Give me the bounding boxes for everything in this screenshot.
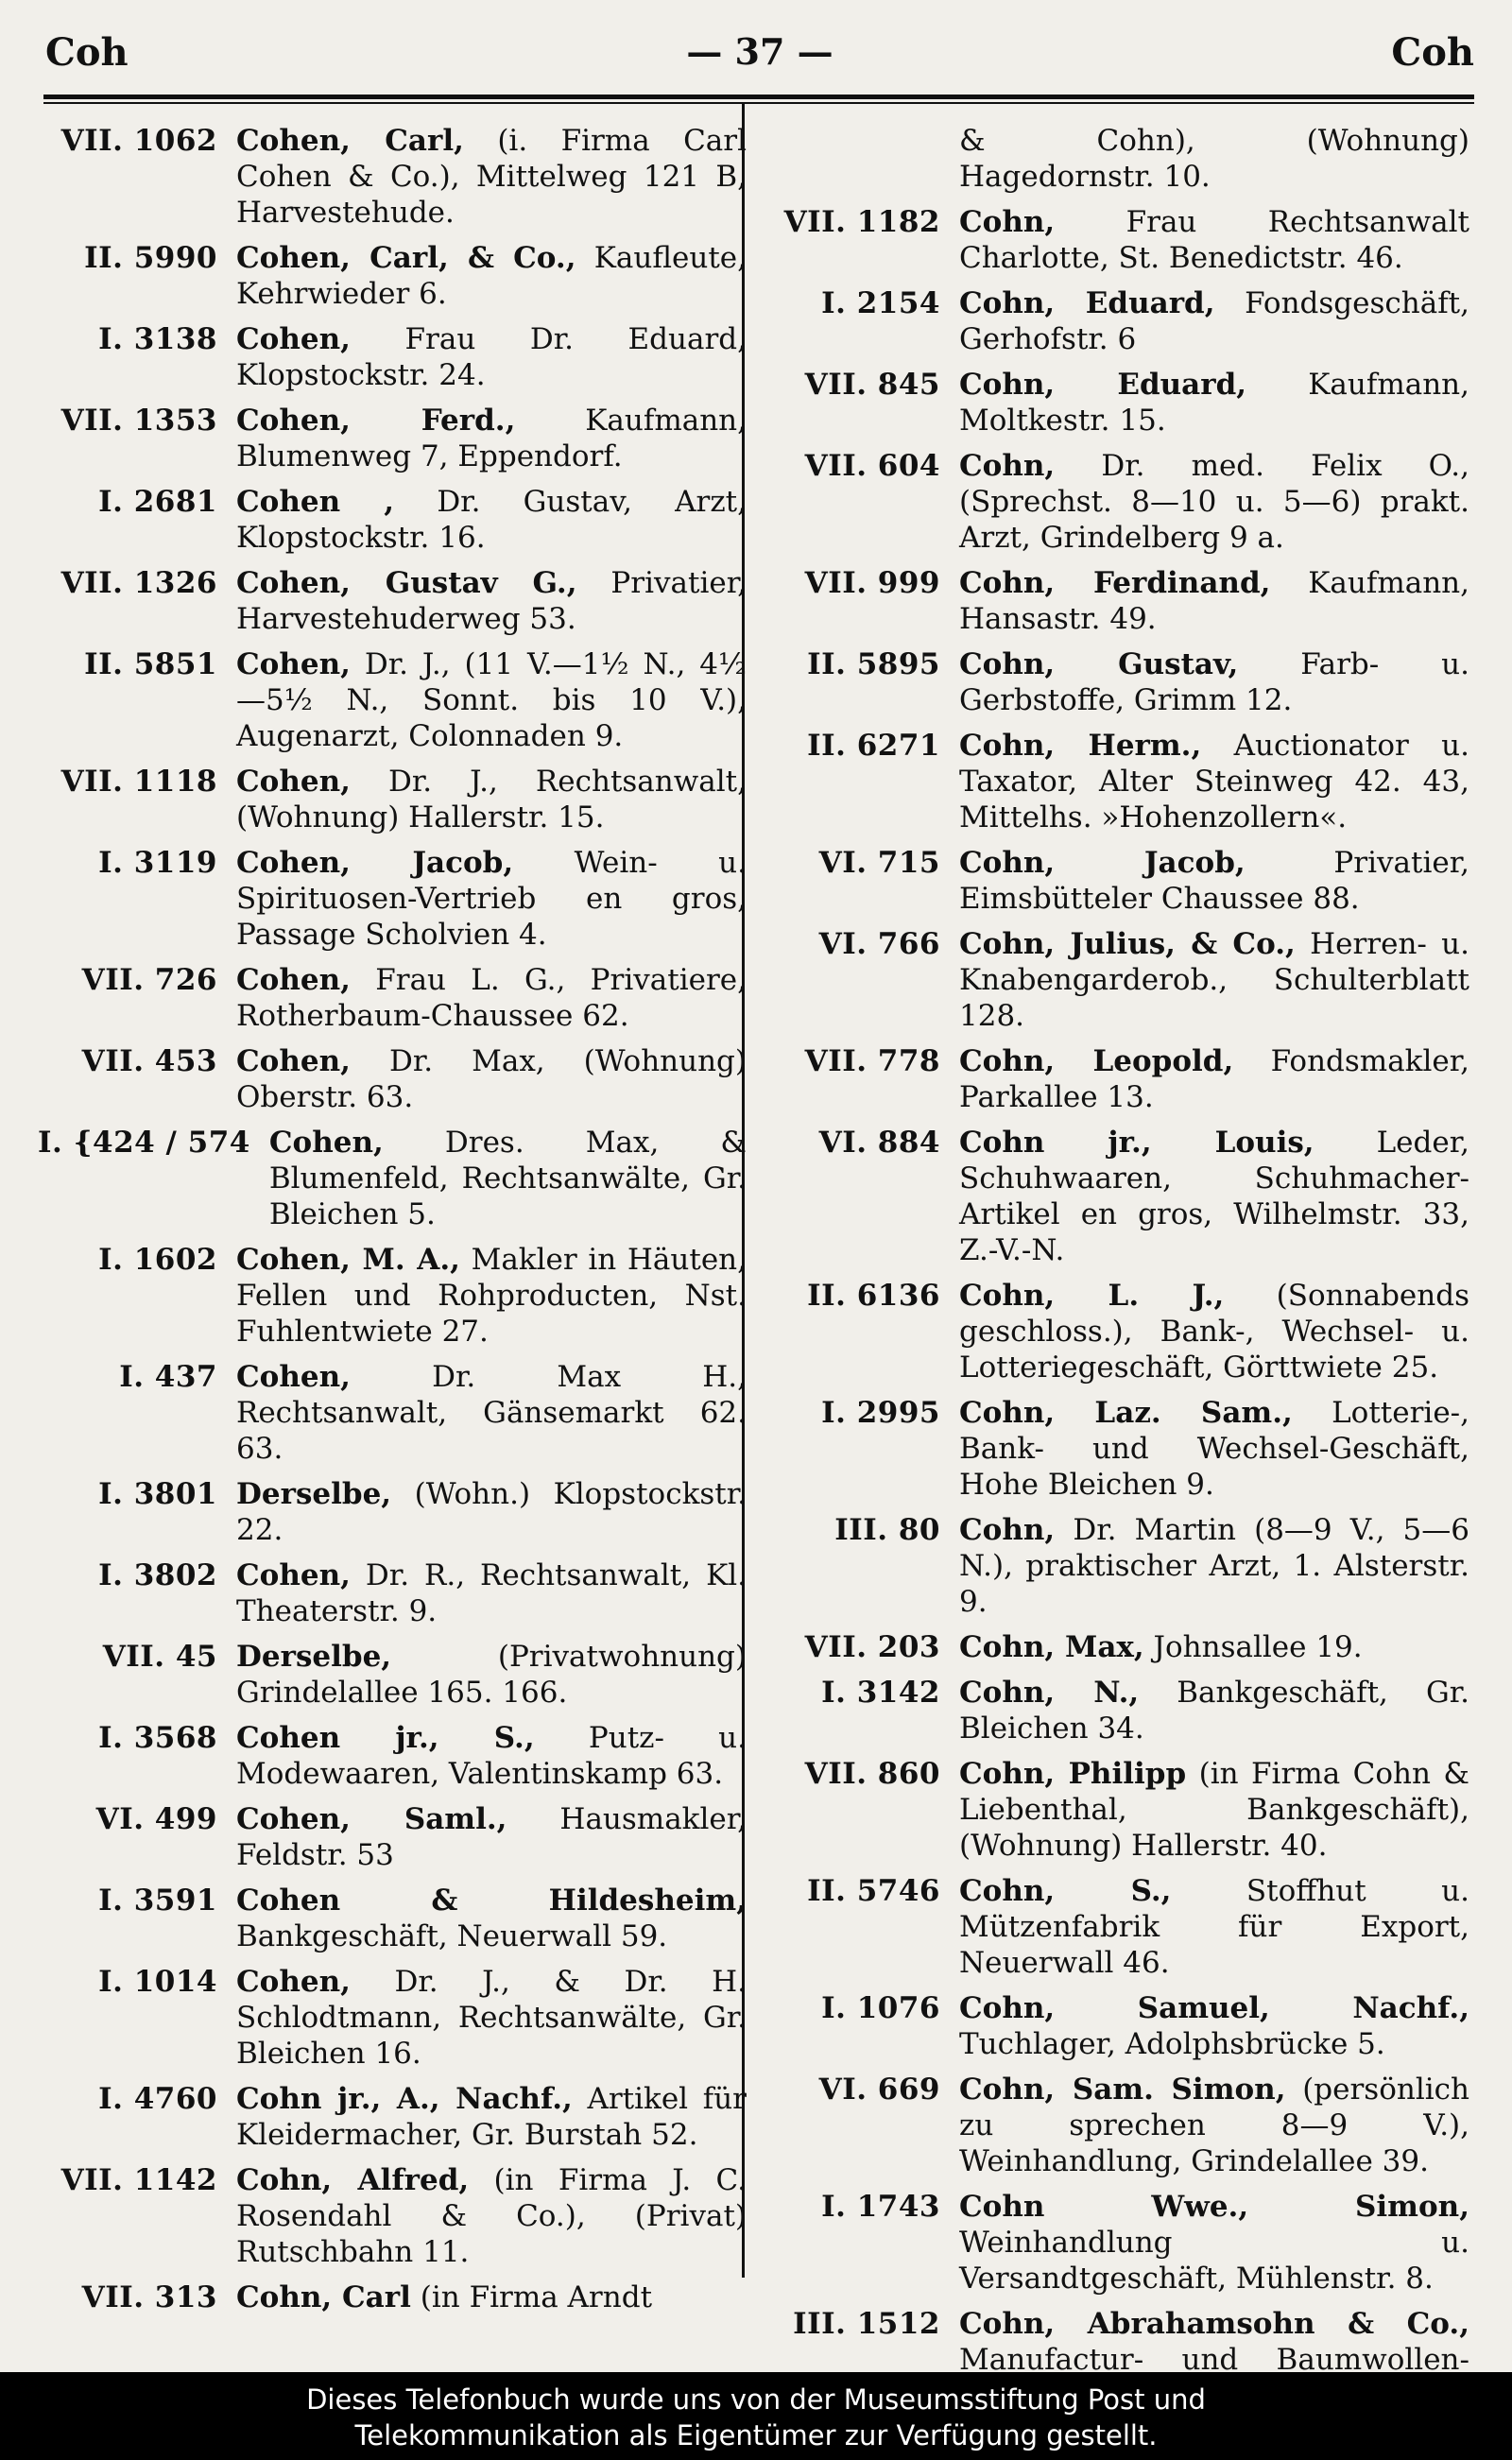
- phone-code: I. 2681: [98, 485, 217, 519]
- entry-text: [236, 2162, 747, 2270]
- entry-name: Cohen,: [236, 1965, 351, 1999]
- directory-entry: [38, 1125, 747, 1232]
- entry-details: Fondsgeschäft, Gerhofstr. 6: [959, 286, 1469, 356]
- phone-code: II. 5990: [84, 241, 217, 275]
- entry-name: Cohn, Max,: [959, 1630, 1144, 1664]
- phone-code: I. 2154: [821, 286, 940, 320]
- footer-line-2: Telekommunikation als Eigentümer zur Verfügung gestellt.: [354, 2419, 1158, 2451]
- entry-text: [236, 1476, 747, 1548]
- phone-code: II. 5746: [807, 1874, 940, 1908]
- phone-code: VI. 766: [818, 927, 940, 961]
- entry-name: Cohn Wwe., Simon,: [959, 2190, 1469, 2224]
- entry-text: [959, 123, 1469, 195]
- directory-entry: [38, 1801, 747, 1873]
- entry-name: Cohn, S.,: [959, 1874, 1172, 1908]
- entry-text: [959, 2072, 1469, 2179]
- directory-entry: [761, 845, 1469, 917]
- entry-details: Manufactur- und Baumwollen-: [959, 2343, 1469, 2372]
- entry-text: [236, 1801, 747, 1873]
- phone-code: I. {424 / 574: [38, 1126, 250, 1160]
- entry-name: Cohn, Gustav,: [959, 647, 1239, 681]
- page-header: [45, 25, 1474, 81]
- phone-code: VI. 669: [818, 2073, 940, 2107]
- entry-name: Cohn, Philipp: [959, 1757, 1187, 1791]
- entry-name: Cohen, Saml.,: [236, 1802, 507, 1836]
- phone-code: I. 3591: [98, 1884, 217, 1918]
- entry-text: [236, 1883, 747, 1954]
- entry-details: Privatier, Harvestehuderweg 53.: [236, 566, 747, 636]
- entry-text: [959, 1125, 1469, 1268]
- entry-name: Cohn, Eduard,: [959, 286, 1215, 320]
- entry-text: [959, 1395, 1469, 1503]
- phone-code: I. 3802: [98, 1558, 217, 1592]
- entry-details: Fondsmakler, Parkallee 13.: [959, 1044, 1469, 1114]
- entry-text: [959, 926, 1469, 1034]
- phone-code: III. 80: [834, 1513, 940, 1547]
- directory-entry: [38, 1476, 747, 1548]
- entry-name: Derselbe,: [236, 1477, 392, 1511]
- entry-details: Herren- u. Knabengarderob., Schulterblatt 128.: [959, 927, 1469, 1033]
- phone-code: I. 3142: [821, 1676, 940, 1710]
- entry-name: Cohen,: [236, 647, 351, 681]
- entry-details: Dr. J., & Dr. H. Schlodtmann, Rechtsanwälte, Gr. Bleichen 16.: [236, 1965, 747, 2071]
- phone-code: III. 1512: [793, 2307, 940, 2341]
- directory-entry: [761, 204, 1469, 276]
- directory-entry: [761, 1873, 1469, 1981]
- entry-details: Frau Dr. Eduard, Klopstockstr. 24.: [236, 322, 747, 392]
- entry-name: Cohen,: [236, 963, 351, 997]
- directory-entry: [761, 1278, 1469, 1385]
- footer-notice: [0, 2372, 1512, 2460]
- left-column: [38, 123, 747, 2325]
- entry-text: [236, 1359, 747, 1467]
- entry-details: Kaufmann, Blumenweg 7, Eppendorf.: [236, 404, 747, 473]
- entry-text: [959, 565, 1469, 637]
- phone-code: VII. 1142: [60, 2163, 217, 2197]
- header-rule-thin: [43, 102, 1474, 104]
- phone-code: I. 3568: [98, 1721, 217, 1755]
- phone-code: I. 437: [119, 1360, 217, 1394]
- directory-entry: [761, 646, 1469, 718]
- entry-details: Auctionator u. Taxator, Alter Steinweg 42. 43, Mittelhs. »Hohenzollern«.: [959, 729, 1469, 834]
- directory-entry: [761, 1043, 1469, 1115]
- entry-details: (persönlich zu sprechen 8—9 V.), Weinhandlung, Grindelallee 39.: [959, 2073, 1469, 2178]
- directory-entry: [38, 403, 747, 474]
- entry-details: Weinhandlung u. Versandtgeschäft, Mühlenstr. 8.: [959, 2226, 1469, 2296]
- directory-entry: [761, 565, 1469, 637]
- phone-code: I. 1743: [821, 2190, 940, 2224]
- entry-text: [269, 1125, 747, 1232]
- entry-details: Kaufmann, Moltkestr. 15.: [959, 368, 1469, 438]
- entry-text: [959, 728, 1469, 835]
- entry-details: Dr. Max H., Rechtsanwalt, Gänsemarkt 62. 63.: [236, 1360, 747, 1466]
- phone-code: VII. 1326: [60, 566, 217, 600]
- phone-code: I. 1602: [98, 1243, 217, 1277]
- entry-name: Cohen,: [268, 1126, 384, 1160]
- entry-details: Bankgeschäft, Gr. Bleichen 34.: [959, 1676, 1469, 1746]
- entry-name: Cohn jr., A., Nachf.,: [236, 2082, 573, 2116]
- directory-entry: [761, 2306, 1469, 2372]
- entry-name: Cohn, Carl: [236, 2280, 411, 2314]
- directory-entry: [761, 1395, 1469, 1503]
- right-column: [761, 123, 1469, 2372]
- entry-text: [236, 764, 747, 835]
- directory-entry: [761, 1512, 1469, 1620]
- phone-code: VII. 453: [81, 1044, 217, 1078]
- entry-details: Stoffhut u. Mützenfabrik für Export, Neuerwall 46.: [959, 1874, 1469, 1980]
- entry-name: Cohn, Laz. Sam.,: [959, 1396, 1293, 1430]
- entry-text: [236, 1242, 747, 1350]
- phone-code: II. 6271: [807, 729, 940, 763]
- directory-entry: [38, 565, 747, 637]
- phone-code: II. 5851: [84, 647, 217, 681]
- phone-code: VII. 1353: [60, 404, 217, 438]
- directory-entry: [38, 962, 747, 1034]
- entry-text: [236, 484, 747, 556]
- entry-details: Dr. J., Rechtsanwalt, (Wohnung) Hallerstr. 15.: [236, 765, 747, 834]
- directory-entry: [38, 2279, 747, 2315]
- directory-entry: [38, 484, 747, 556]
- entry-details: & Cohn), (Wohnung) Hagedornstr. 10.: [959, 124, 1469, 194]
- entry-text: [959, 1512, 1469, 1620]
- entry-text: [959, 204, 1469, 276]
- directory-entry: [761, 1756, 1469, 1864]
- phone-code: I. 3138: [98, 322, 217, 356]
- entry-details: Dr. R., Rechtsanwalt, Kl. Theaterstr. 9.: [236, 1558, 747, 1628]
- entry-name: Cohen,: [236, 1360, 351, 1394]
- entry-details: Frau Rechtsanwalt Charlotte, St. Benedictstr. 46.: [959, 205, 1469, 275]
- directory-entry: [761, 448, 1469, 556]
- directory-entry: [38, 321, 747, 393]
- directory-entry: [761, 1629, 1469, 1665]
- phone-code: VII. 313: [81, 2280, 217, 2314]
- entry-name: Cohen,: [236, 322, 351, 356]
- directory-entry: [38, 1964, 747, 2072]
- directory-entry: [38, 1883, 747, 1954]
- phone-code: VII. 726: [81, 963, 217, 997]
- phone-code: VII. 604: [804, 449, 940, 483]
- entry-details: Dr. Max, (Wohnung) Oberstr. 63.: [236, 1044, 747, 1114]
- phone-code: II. 5895: [807, 647, 940, 681]
- entry-text: [236, 565, 747, 637]
- entry-details: Makler in Häuten, Fellen und Rohproducten, Nst. Fuhlentwiete 27.: [236, 1243, 747, 1349]
- directory-entry: [38, 1242, 747, 1350]
- entry-text: [959, 1043, 1469, 1115]
- phone-code: VII. 845: [804, 368, 940, 402]
- entry-text: [236, 1639, 747, 1711]
- entry-text: [959, 1675, 1469, 1746]
- header-left-keyword: Coh: [45, 30, 129, 75]
- entry-text: [236, 646, 747, 754]
- entry-name: Cohn, Sam. Simon,: [959, 2073, 1286, 2107]
- phone-code: VI. 499: [95, 1802, 217, 1836]
- entry-text: [236, 1720, 747, 1792]
- entry-details: Johnsallee 19.: [1143, 1630, 1363, 1664]
- entry-name: Cohen, Gustav G.,: [236, 566, 577, 600]
- entry-details: Putz- u. Modewaaren, Valentinskamp 63.: [236, 1721, 747, 1791]
- entry-name: Cohen, Carl,: [236, 124, 464, 158]
- phone-code: VII. 45: [102, 1640, 217, 1674]
- phone-code: I. 3801: [98, 1477, 217, 1511]
- entry-details: Hausmakler, Feldstr. 53: [236, 1802, 747, 1872]
- entry-details: Lotterie-, Bank- und Wechsel-Geschäft, Hohe Bleichen 9.: [959, 1396, 1469, 1502]
- entry-text: [236, 1557, 747, 1629]
- directory-entry: [38, 240, 747, 312]
- phone-code: II. 6136: [807, 1279, 940, 1313]
- directory-entry: [761, 123, 1469, 195]
- entry-text: [959, 285, 1469, 357]
- entry-name: Cohen & Hildesheim,: [236, 1884, 747, 1918]
- directory-entry: [761, 728, 1469, 835]
- directory-entry: [761, 2189, 1469, 2297]
- entry-name: Cohen jr., S.,: [236, 1721, 535, 1755]
- entry-name: Cohn, Alfred,: [236, 2163, 470, 2197]
- phone-code: I. 1076: [821, 1991, 940, 2025]
- directory-entry: [761, 2072, 1469, 2179]
- entry-name: Cohen,: [236, 1044, 351, 1078]
- entry-name: Cohn, Jacob,: [959, 846, 1246, 880]
- entry-text: [236, 2081, 747, 2153]
- header-right-keyword: Coh: [1391, 30, 1474, 75]
- entry-name: Cohn, Samuel, Nachf.,: [959, 1991, 1469, 2025]
- entry-details: Dr. Gustav, Arzt, Klopstockstr. 16.: [236, 485, 747, 555]
- directory-entry: [38, 646, 747, 754]
- entry-text: [959, 845, 1469, 917]
- entry-details: (Privatwohnung) Grindelallee 165. 166.: [236, 1640, 747, 1710]
- entry-text: [236, 240, 747, 312]
- directory-entry: [761, 926, 1469, 1034]
- entry-details: Kaufmann, Hansastr. 49.: [959, 566, 1469, 636]
- entry-name: Cohn, Abrahamsohn & Co.,: [959, 2307, 1469, 2341]
- entry-text: [236, 845, 747, 953]
- entry-name: Cohn, L. J.,: [959, 1279, 1225, 1313]
- entry-name: Cohn,: [959, 205, 1056, 239]
- entry-name: Derselbe,: [236, 1640, 392, 1674]
- phone-code: VII. 1062: [60, 124, 217, 158]
- directory-entry: [38, 1720, 747, 1792]
- page-number: — 37 —: [686, 30, 833, 73]
- directory-entry: [761, 367, 1469, 439]
- entry-name: Cohn, Julius, & Co.,: [959, 927, 1296, 961]
- entry-details: Frau L. G., Privatiere, Rotherbaum-Chaussee 62.: [236, 963, 747, 1033]
- directory-entry: [38, 123, 747, 231]
- footer-line-1: Dieses Telefonbuch wurde uns von der Museumsstiftung Post und: [306, 2383, 1206, 2416]
- entry-name: Cohen ,: [236, 485, 395, 519]
- entry-name: Cohen, Carl, & Co.,: [236, 241, 576, 275]
- entry-details: (in Firma Arndt: [410, 2280, 653, 2314]
- entry-details: Bankgeschäft, Neuerwall 59.: [236, 1919, 668, 1953]
- entry-name: Cohn, Eduard,: [959, 368, 1247, 402]
- directory-entry: [38, 1639, 747, 1711]
- phone-code: I. 1014: [98, 1965, 217, 1999]
- entry-text: [959, 1629, 1469, 1665]
- entry-details: Leder, Schuhwaaren, Schuhmacher-Artikel en gros, Wilhelmstr. 33, Z.-V.-N.: [959, 1126, 1469, 1267]
- directory-entry: [38, 1043, 747, 1115]
- phone-code: I. 4760: [98, 2082, 217, 2116]
- directory-entry: [761, 285, 1469, 357]
- entry-text: [959, 2189, 1469, 2297]
- phone-code: VII. 999: [804, 566, 940, 600]
- entry-details: Farb- u. Gerbstoffe, Grimm 12.: [959, 647, 1469, 717]
- directory-entry: [761, 1125, 1469, 1268]
- entry-name: Cohen, Ferd.,: [236, 404, 516, 438]
- entry-details: (in Firma J. C. Rosendahl & Co.), (Privat) Rutschbahn 11.: [236, 2163, 747, 2269]
- entry-details: Dres. Max, & Blumenfeld, Rechtsanwälte, Gr. Bleichen 5.: [268, 1126, 747, 1231]
- entry-text: [236, 1043, 747, 1115]
- entry-details: Privatier, Eimsbütteler Chaussee 88.: [959, 846, 1469, 916]
- entry-text: [236, 403, 747, 474]
- entry-name: Cohn, Ferdinand,: [959, 566, 1271, 600]
- entry-name: Cohen,: [236, 1558, 351, 1592]
- entry-text: [959, 646, 1469, 718]
- entry-text: [959, 1756, 1469, 1864]
- directory-entry: [38, 2081, 747, 2153]
- entry-details: Dr. med. Felix O., (Sprechst. 8—10 u. 5—6) prakt. Arzt, Grindelberg 9 a.: [959, 449, 1469, 555]
- entry-details: (i. Firma Carl Cohen & Co.), Mittelweg 121 B, Harvestehude.: [236, 124, 747, 230]
- entry-text: [236, 962, 747, 1034]
- entry-details: Dr. J., (11 V.—1½ N., 4½—5½ N., Sonnt. bis 10 V.), Augenarzt, Colonnaden 9.: [236, 647, 747, 753]
- phone-code: VII. 1182: [783, 205, 940, 239]
- entry-text: [959, 367, 1469, 439]
- phone-code: VII. 860: [804, 1757, 940, 1791]
- entry-text: [236, 123, 747, 231]
- directory-entry: [761, 1675, 1469, 1746]
- entry-text: [959, 1278, 1469, 1385]
- entry-name: Cohen,: [236, 765, 351, 799]
- entry-name: Cohn, Herm.,: [959, 729, 1202, 763]
- entry-details: (Sonnabends geschloss.), Bank-, Wechsel- u. Lotteriegeschäft, Görttwiete 25.: [959, 1279, 1469, 1385]
- entry-text: [236, 1964, 747, 2072]
- entry-text: [959, 1873, 1469, 1981]
- entry-details: Wein- u. Spirituosen-Vertrieb en gros, Passage Scholvien 4.: [236, 846, 747, 952]
- directory-entry: [38, 2162, 747, 2270]
- entry-details: Tuchlager, Adolphsbrücke 5.: [959, 2027, 1385, 2061]
- phone-code: VII. 778: [804, 1044, 940, 1078]
- directory-entry: [38, 1359, 747, 1467]
- entry-name: Cohn, N.,: [959, 1676, 1140, 1710]
- entry-name: Cohen, Jacob,: [236, 846, 514, 880]
- entry-name: Cohn,: [959, 1513, 1056, 1547]
- phone-code: VI. 715: [818, 846, 940, 880]
- entry-name: Cohn jr., Louis,: [959, 1126, 1314, 1160]
- entry-details: Dr. Martin (8—9 V., 5—6 N.), praktischer Arzt, 1. Alsterstr. 9.: [959, 1513, 1469, 1619]
- entry-details: Artikel für Kleidermacher, Gr. Burstah 52.: [236, 2082, 747, 2152]
- entry-text: [959, 2306, 1469, 2372]
- entry-text: [959, 1990, 1469, 2062]
- directory-entry: [38, 764, 747, 835]
- directory-entry: [761, 1990, 1469, 2062]
- entry-text: [236, 321, 747, 393]
- entry-details: (Wohn.) Klopstockstr. 22.: [236, 1477, 747, 1547]
- entry-name: Cohn, Leopold,: [959, 1044, 1234, 1078]
- phone-code: VI. 884: [818, 1126, 940, 1160]
- phone-code: VII. 203: [804, 1630, 940, 1664]
- phone-code: VII. 1118: [60, 765, 217, 799]
- phone-code: I. 3119: [98, 846, 217, 880]
- directory-entry: [38, 1557, 747, 1629]
- phone-code: I. 2995: [821, 1396, 940, 1430]
- entry-text: [959, 448, 1469, 556]
- header-rule-thick: [43, 95, 1474, 99]
- entry-name: Cohn,: [959, 449, 1056, 483]
- entry-details: (in Firma Cohn & Liebenthal, Bankgeschäft), (Wohnung) Hallerstr. 40.: [959, 1757, 1469, 1863]
- directory-entry: [38, 845, 747, 953]
- entry-details: Kaufleute, Kehrwieder 6.: [236, 241, 747, 311]
- entry-name: Cohen, M. A.,: [236, 1243, 460, 1277]
- entry-text: [236, 2279, 747, 2315]
